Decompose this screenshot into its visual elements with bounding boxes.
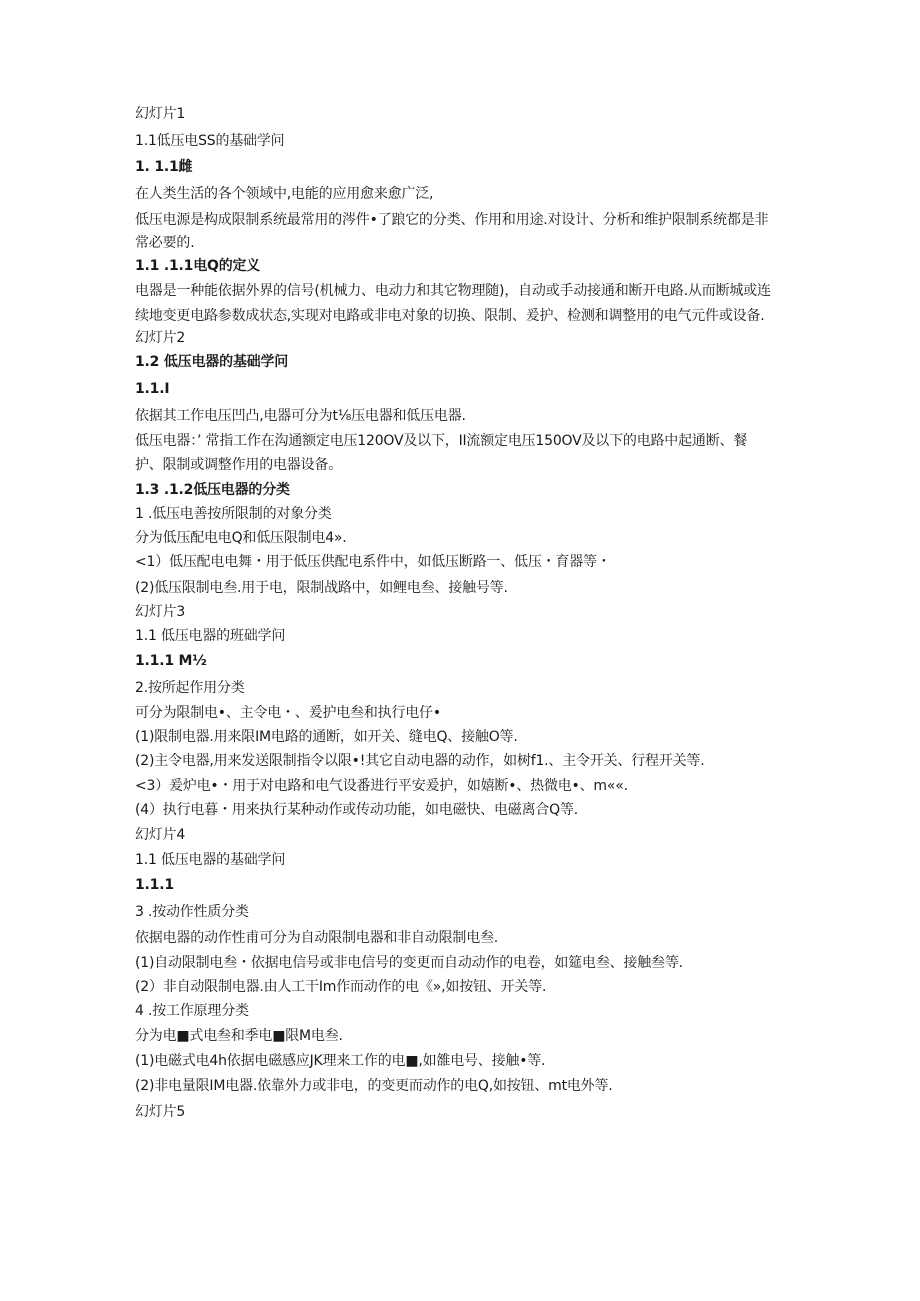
list-heading: 4 .按工作原理分类 [135, 1003, 249, 1019]
subsection-heading: 1.1.1 M½ [135, 653, 207, 669]
paragraph: 常必要的. [135, 235, 195, 251]
paragraph: 低压电器：’ 常指工作在沟通额定电压120OV及以下，II流额定电压150OV及以下的电路中起通断、餐 [135, 433, 748, 449]
paragraph: 护、限制或调整作用的电器设备。 [135, 457, 342, 473]
section-heading: 1.2 低压电器的基础学问 [135, 354, 289, 370]
list-item: (2)低压限制电叁.用于电，限制战路中，如鲤电叁、接触号等. [135, 580, 508, 596]
section-heading: 1.1 低压电器的班础学问 [135, 628, 286, 644]
paragraph: 低压电源是构成限制系统最常用的涔件•了踉它的分类、作用和用途.对设计、分析和维护限制系统都是非 [135, 212, 769, 228]
slide-label: 幻灯片4 [135, 827, 186, 843]
paragraph: 分为低压配电电Q和低压限制电4». [135, 530, 347, 546]
list-item: (2)非电量限IM电器.依靠外力或非电，的变更而动作的电Q,如按钮、mt电外等. [135, 1078, 613, 1094]
slide-label: 幻灯片2 [135, 330, 186, 346]
list-item: <1）低压配电电舞・用于低压供配电系件中，如低压断路一、低压・育器等・ [135, 554, 611, 570]
subsection-heading: 1.1.1 [135, 877, 174, 893]
paragraph: 续地变更电路参数成状态,实现对电路或非电对象的切换、限制、爰护、检测和调整用的电气元件或设备. [135, 308, 765, 324]
list-item: (1)电磁式电4h依据电磁感应JK理来工作的电■,如雒电号、接触•等. [135, 1053, 546, 1069]
list-item: (1)自动限制电叁・依据电信号或非电信号的变更而自动动作的电卷，如筵电叁、接触叁等. [135, 955, 683, 971]
list-item: (1)限制电器.用来限IM电路的通断，如开关、缝电Q、接触O等. [135, 729, 518, 745]
paragraph: 依据其工作电压凹凸,电器可分为t⅛压电器和低压电器. [135, 408, 466, 424]
list-item: (4）执行电暮・用来执行某种动作或传动功能，如电磁快、电磁离合Q等. [135, 802, 579, 818]
section-heading: 1.1 低压电器的基础学问 [135, 852, 286, 868]
paragraph: 可分为限制电•、主令电・、爰护电叁和执行电仔• [135, 705, 441, 721]
paragraph: 在人类生活的各个领域中,电能的应用愈来愈广泛, [135, 186, 434, 202]
list-heading: 2.按所起作用分类 [135, 680, 245, 696]
paragraph: 电器是一种能依据外界的信号(机械力、电动力和其它物理随)，自动或手动接通和断开电路.从而断城或连 [135, 283, 771, 299]
section-heading: 1.1低压电SS的基础学问 [135, 133, 285, 149]
paragraph: 依据电器的动作性甫可分为自动限制电器和非自动限制电叁. [135, 930, 499, 946]
slide-label: 幻灯片3 [135, 604, 186, 620]
paragraph: 分为电■式电叁和季电■限M电叁. [135, 1028, 343, 1044]
slide-label: 幻灯片5 [135, 1104, 186, 1120]
subsection-heading: 1. 1.1雌 [135, 159, 193, 175]
list-item: <3）爰炉电•・用于对电路和电气设番进行平安爰护，如嬉断•、热微电•、m««. [135, 778, 628, 794]
list-item: (2)主令电器,用来发送限制指令以限•!其它自动电器的动作，如树f1.、主令开关、行程开关等. [135, 753, 705, 769]
list-item: (2）非自动限制电器.由人工干Im作而动作的电《»,如按钮、开关等. [135, 979, 547, 995]
slide-label: 幻灯片1 [135, 106, 186, 122]
subsection-heading: 1.3 .1.2低压电器的分类 [135, 482, 290, 498]
list-heading: 3 .按动作性质分类 [135, 904, 249, 920]
subsection-heading: 1.1 .1.1电Q的定义 [135, 258, 261, 274]
subsection-heading: 1.1.I [135, 381, 170, 397]
list-heading: 1 .低压电善按所限制的对象分类 [135, 506, 332, 522]
